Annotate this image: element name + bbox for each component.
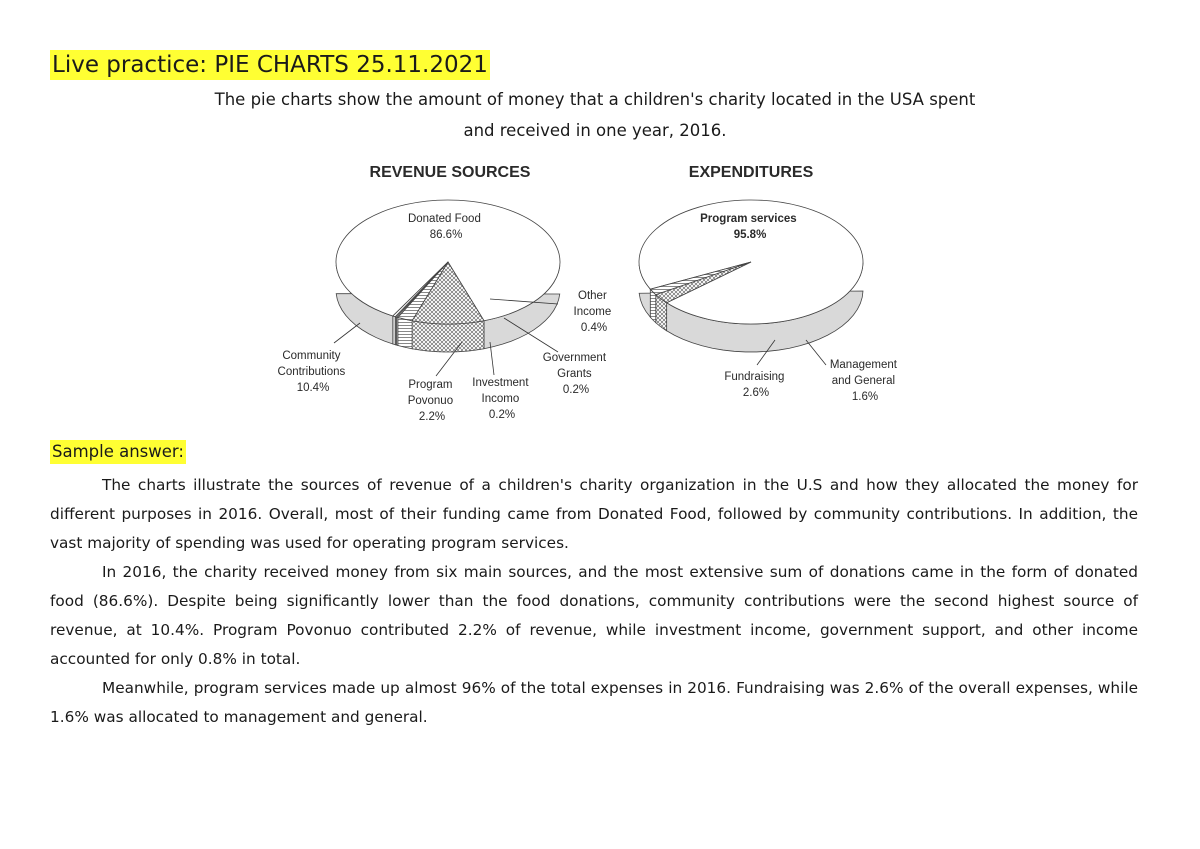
leader-management (806, 340, 826, 365)
pie-side-community-contributions (412, 321, 484, 352)
answer-paragraph: The charts illustrate the sources of revenue of a children's charity organization in the U.S and how they allocated the money for different purposes in 2016. Overall, most of their funding came from Donated Food, followed by community contributions. In addition, the vast majority of spending was used for operating program services. (50, 476, 1138, 552)
sample-answer-body (50, 471, 1138, 732)
page-heading: Live practice: PIE CHARTS 25.11.2021 (52, 52, 488, 78)
label-government-grants: Government Grants 0.2% (542, 352, 607, 396)
label-program-services: Program services 95.8% (700, 213, 797, 241)
answer-paragraph: Meanwhile, program services made up almost 96% of the total expenses in 2016. Fundraising was 2.6% of the overall expenses, while 1.6% was allocated to management and general. (50, 679, 1138, 726)
sample-answer-heading: Sample answer: (50, 440, 186, 464)
intro-line-1: The pie charts show the amount of money that a children's charity located in the USA spent (214, 90, 976, 109)
label-program-povonuo: Program Povonuo 2.2% (407, 379, 454, 423)
intro-line-2: and received in one year, 2016. (463, 121, 727, 140)
pie-side-other-income (393, 316, 395, 345)
answer-paragraph: In 2016, the charity received money from six main sources, and the most extensive sum of donations came in the form of donated food (86.6%). Despite being significantly lower than the food donations, community contributions were the second highest source of revenue, at 10.4%. Program Povonuo contributed 2.2% of revenue, while investment income, government support, and other income accounted for only 0.8% in total. (50, 563, 1138, 668)
expenditures-chart-title: EXPENDITURES (688, 164, 814, 181)
pie-side-program-povonuo (398, 317, 412, 348)
label-management-general: Management and General 1.6% (829, 359, 897, 403)
revenue-chart-title: REVENUE SOURCES (369, 164, 531, 181)
label-fundraising: Fundraising 2.6% (724, 371, 785, 399)
label-investment-incomo: Investment Incomo 0.2% (472, 377, 529, 421)
label-community-contributions: Community Contributions 10.4% (277, 350, 346, 394)
label-donated-food: Donated Food 86.6% (407, 213, 481, 241)
leader-community (334, 323, 360, 343)
label-other-income: Other Income 0.4% (573, 290, 612, 334)
